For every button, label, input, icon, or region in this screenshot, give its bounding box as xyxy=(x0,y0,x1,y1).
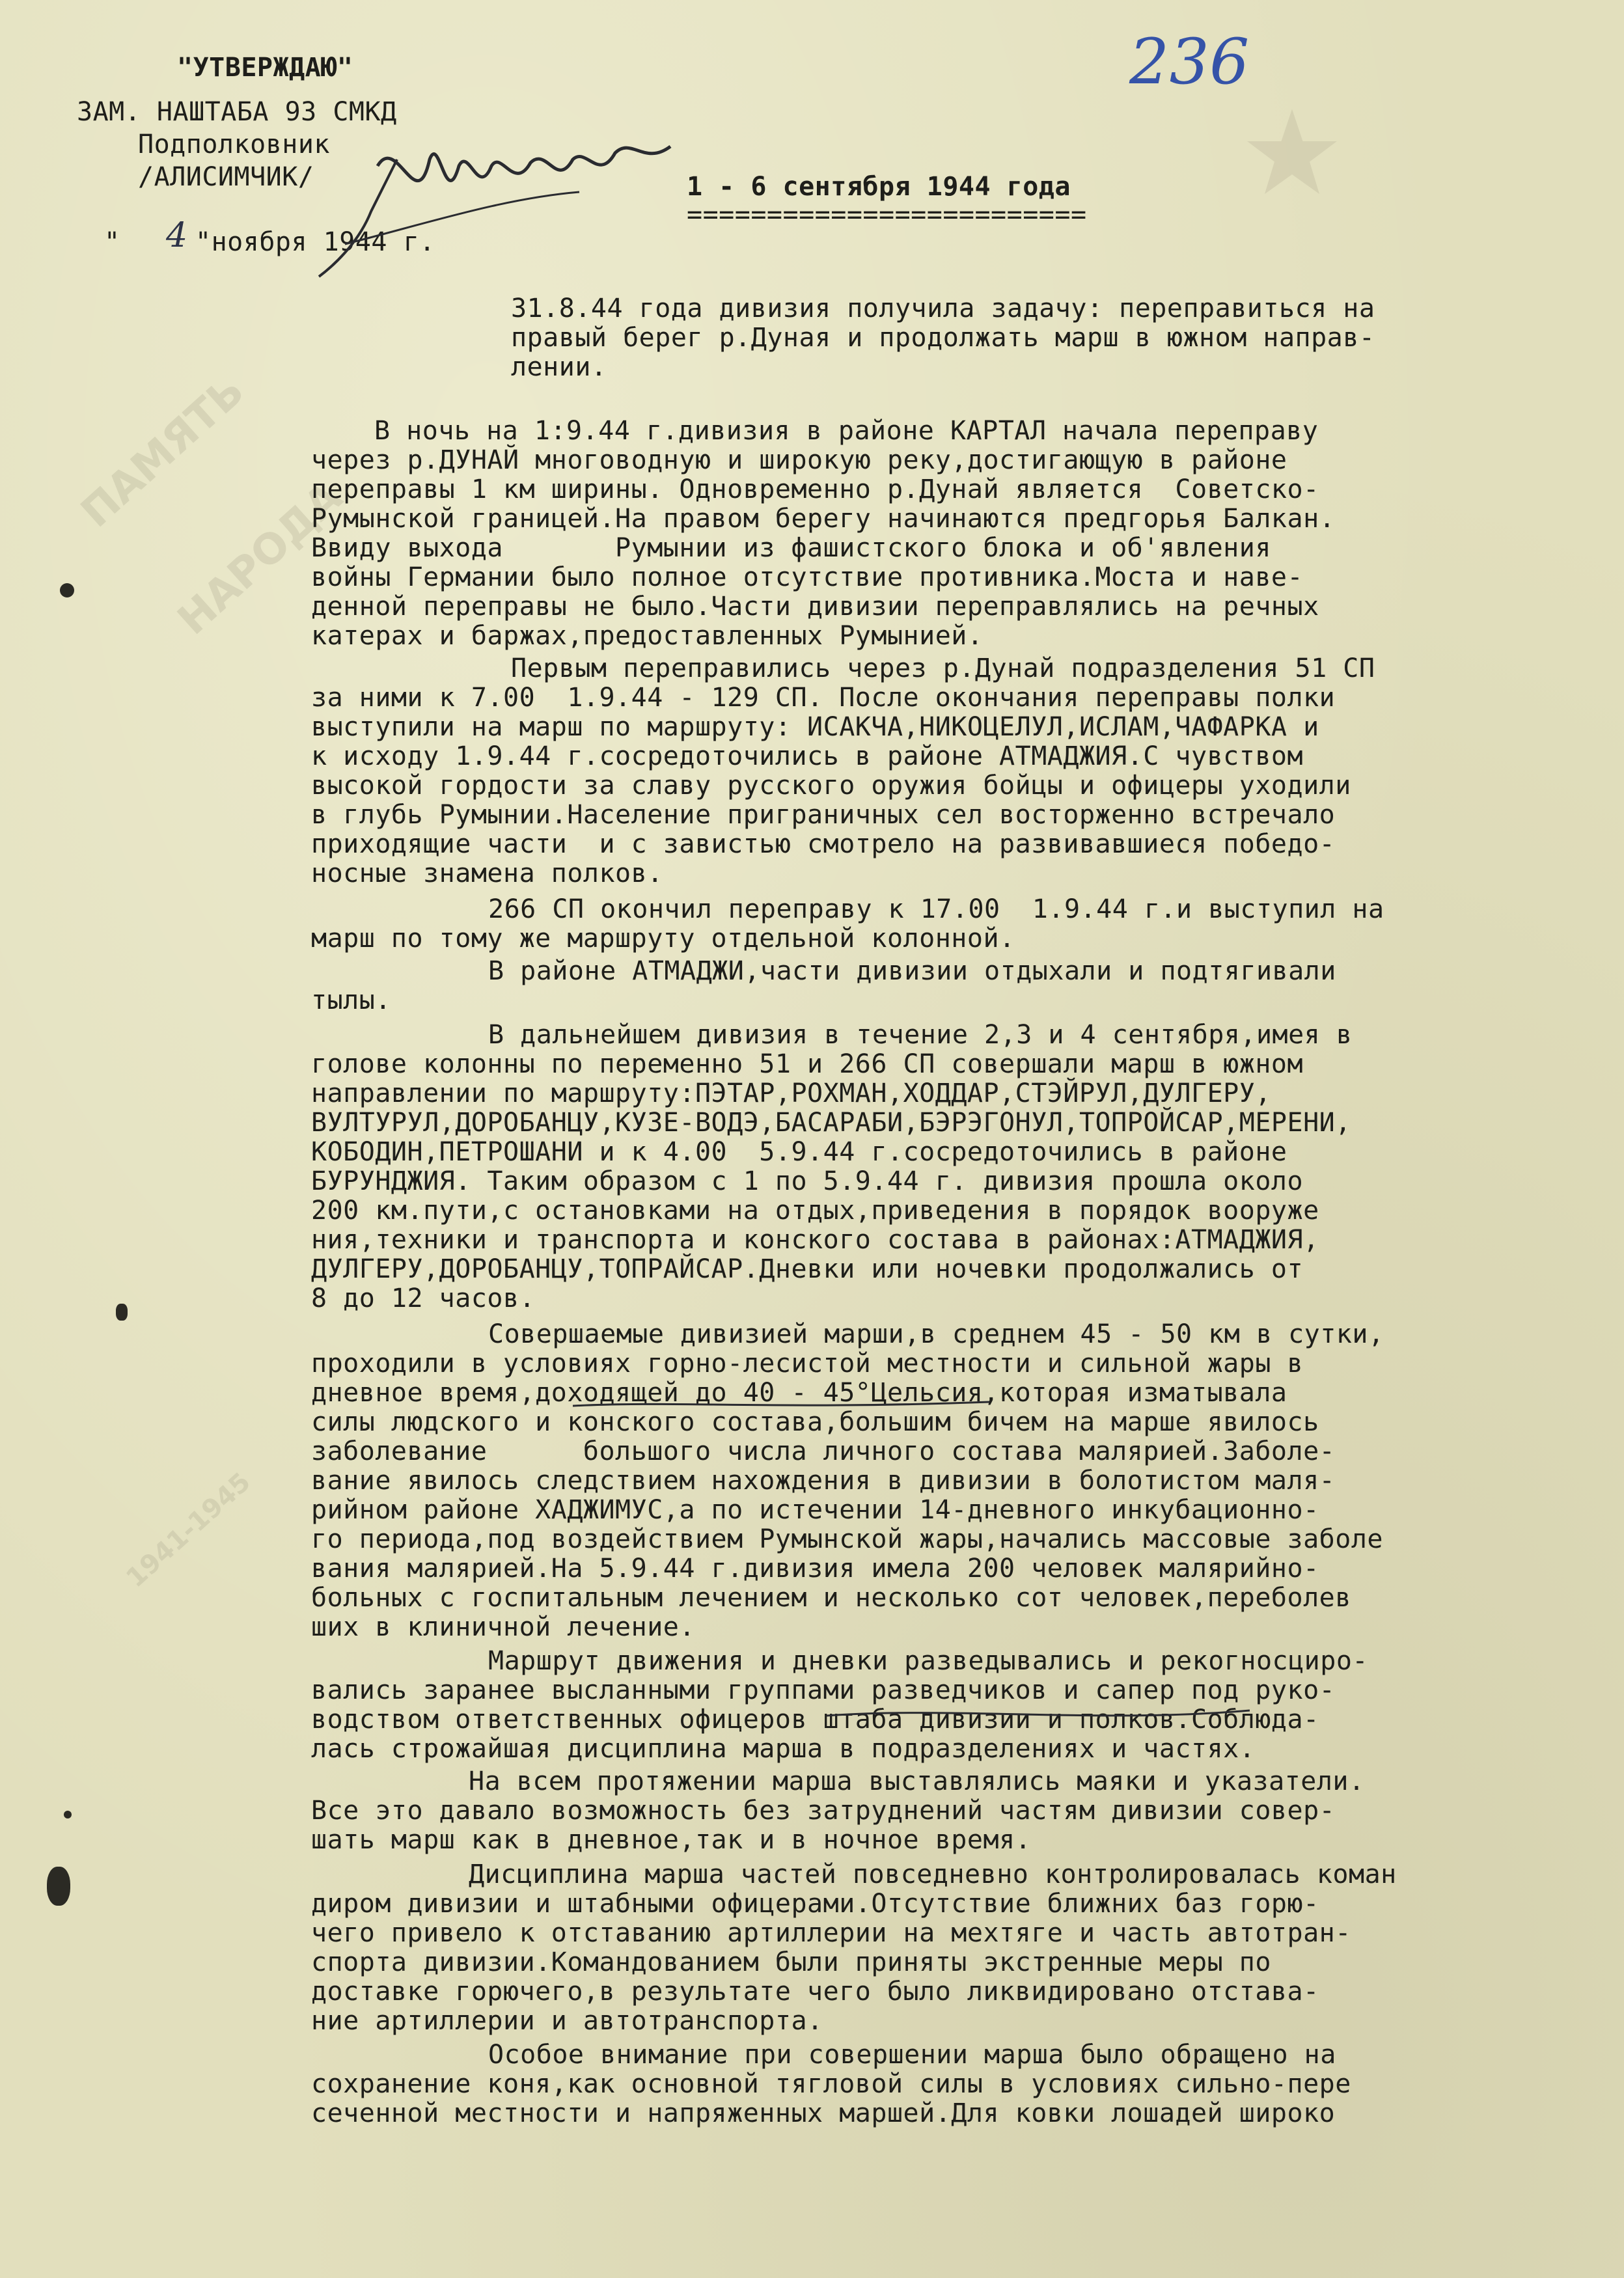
approver-position: ЗАМ. НАШТАБА 93 СМКД xyxy=(77,97,397,127)
body-line: вались заранее высланными группами разведчиков и сапер под руко- xyxy=(311,1675,1336,1705)
approver-name: /АЛИСИМЧИК/ xyxy=(138,162,314,192)
body-line: сохранение коня,как основной тягловой силы в условиях сильно-пере xyxy=(311,2069,1351,2099)
body-line: Дисциплина марша частей повседневно контролировалась коман xyxy=(469,1859,1397,1889)
body-line: лась строжайшая дисциплина марша в подразделениях и частях. xyxy=(311,1734,1256,1764)
pen-underline xyxy=(573,1398,989,1411)
body-line: диром дивизии и штабными офицерами.Отсутствие ближних баз горю- xyxy=(311,1889,1319,1919)
body-line: денной переправы не было.Части дивизии переправлялись на речных xyxy=(311,592,1319,622)
body-line: заболевание большого числа личного состава малярией.Заболе- xyxy=(311,1436,1336,1466)
body-line: чего привело к отставанию артиллерии на мехтяге и часть автотран- xyxy=(311,1918,1351,1948)
body-line: На всем протяжении марша выставлялись маяки и указатели. xyxy=(469,1766,1365,1796)
approver-rank: Подполковник xyxy=(138,130,330,159)
body-line: 31.8.44 года дивизия получила задачу: переправиться на xyxy=(511,294,1375,323)
body-line: БУРУНДЖИЯ. Таким образом с 1 по 5.9.44 г. дивизия прошла около xyxy=(311,1166,1304,1196)
period-title: 1 - 6 сентября 1944 года xyxy=(687,172,1071,202)
body-line: 8 до 12 часов. xyxy=(311,1283,536,1313)
period-underline: ========================= xyxy=(687,200,1087,230)
watermark-stamp-lower xyxy=(56,1395,321,1665)
body-line: правый берег р.Дуная и продолжать марш в южном направ- xyxy=(511,323,1375,353)
body-line: сеченной местности и напряженных маршей.Для ковки лошадей широко xyxy=(311,2098,1336,2128)
body-line: больных с госпитальным лечением и несколько сот человек,переболев xyxy=(311,1583,1351,1613)
body-line: проходили в условиях горно-лесистой местности и сильной жары в xyxy=(311,1349,1304,1379)
approval-date-day: 4 xyxy=(166,216,188,255)
approval-date: "ноября 1944 г. xyxy=(195,227,435,257)
binding-hole xyxy=(60,583,74,597)
body-line: ДУЛГЕРУ,ДОРОБАНЦУ,ТОПРАЙСАР.Дневки или ночевки продолжались от xyxy=(311,1254,1304,1284)
ink-spot xyxy=(64,1811,72,1818)
body-line: ния,техники и транспорта и конского состава в районах:АТМАДЖИЯ, xyxy=(311,1225,1319,1255)
binding-hole xyxy=(47,1867,70,1906)
body-line: го периода,под воздействием Румынской жары,начались массовые заболе xyxy=(311,1524,1383,1554)
body-line: силы людского и конского состава,большим бичем на марше явилось xyxy=(311,1407,1319,1437)
body-line: Все это давало возможность без затруднений частям дивизии совер- xyxy=(311,1796,1336,1826)
body-line: вание явилось следствием нахождения в дивизии в болотистом маля- xyxy=(311,1466,1336,1496)
body-line: высокой гордости за славу русского оружия бойцы и офицеры уходили xyxy=(311,771,1351,801)
body-line: в глубь Румынии.Население приграничных сел восторженно встречало xyxy=(311,800,1336,830)
star-emblem-icon xyxy=(1243,104,1341,202)
watermark-years: 1941-1945 xyxy=(120,1466,256,1594)
body-line: водством ответственных офицеров штаба дивизии и полков.Соблюда- xyxy=(311,1705,1319,1735)
body-line: КОБОДИН,ПЕТРОШАНИ и к 4.00 5.9.44 г.сосредоточились в районе xyxy=(311,1137,1287,1167)
body-line: В районе АТМАДЖИ,части дивизии отдыхали и подтягивали xyxy=(488,956,1336,986)
body-line: тылы. xyxy=(311,985,391,1015)
body-line: В дальнейшем дивизия в течение 2,3 и 4 сентября,имея в xyxy=(488,1020,1353,1050)
body-line: направлении по маршруту:ПЭТАР,РОХМАН,ХОДДАР,СТЭЙРУЛ,ДУЛГЕРУ, xyxy=(311,1078,1271,1108)
body-line: Совершаемые дивизией марши,в среднем 45 - 50 км в сутки, xyxy=(488,1319,1384,1349)
body-line: лении. xyxy=(511,352,607,382)
body-line: Ввиду выхода Румынии из фашистского блока и об'явления xyxy=(311,533,1271,563)
body-line: Маршрут движения и дневки разведывались и рекогносциро- xyxy=(488,1646,1369,1676)
watermark-line-2: НАРОДА xyxy=(169,473,352,645)
body-line: ние артиллерии и автотранспорта. xyxy=(311,2006,823,2036)
body-line: приходящие части и с завистью смотрело на развивавшиеся победо- xyxy=(311,829,1336,859)
body-line: марш по тому же маршруту отдельной колонной. xyxy=(311,924,1015,954)
body-line: Румынской границей.На правом берегу начинаются предгорья Балкан. xyxy=(311,504,1336,534)
body-line: спорта дивизии.Командованием были приняты экстренные меры по xyxy=(311,1947,1271,1977)
body-line: Первым переправились через р.Дунай подразделения 51 СП xyxy=(511,653,1375,683)
body-line: вания малярией.На 5.9.44 г.дивизия имела 200 человек малярийно- xyxy=(311,1554,1319,1584)
body-line: шать марш как в дневное,так и в ночное время. xyxy=(311,1825,1032,1855)
body-line: 266 СП окончил переправу к 17.00 1.9.44 г.и выступил на xyxy=(488,894,1384,924)
approval-date-quote: " xyxy=(104,227,120,257)
body-line: рийном районе ХАДЖИМУС,а по истечении 14-дневного инкубационно- xyxy=(311,1495,1319,1525)
body-line: дневное время,доходящей до 40 - 45°Цельсия,которая изматывала xyxy=(311,1378,1287,1408)
body-line: к исходу 1.9.44 г.сосредоточились в районе АТМАДЖИЯ.С чувством xyxy=(311,741,1304,771)
binding-hole xyxy=(116,1304,128,1321)
body-line: В ночь на 1:9.44 г.дивизия в районе КАРТАЛ начала переправу xyxy=(374,416,1319,446)
body-line: голове колонны по переменно 51 и 266 СП совершали марш в южном xyxy=(311,1049,1304,1079)
archive-page-number: 236 xyxy=(1129,25,1250,98)
signature xyxy=(306,120,709,296)
pen-underline xyxy=(827,1704,1250,1723)
body-line: Особое внимание при совершении марша было обращено на xyxy=(488,2040,1336,2070)
body-line: войны Германии было полное отсутствие противника.Моста и наве- xyxy=(311,562,1304,592)
approval-title: "УТВЕРЖДАЮ" xyxy=(177,53,353,83)
body-line: катерах и баржах,предоставленных Румынией. xyxy=(311,621,984,651)
watermark-line-1: ПАМЯТЬ xyxy=(72,366,254,538)
body-line: выступили на марш по маршруту: ИСАКЧА,НИКОЦЕЛУЛ,ИСЛАМ,ЧАФАРКА и xyxy=(311,712,1319,742)
body-line: носные знамена полков. xyxy=(311,858,663,888)
body-line: переправы 1 км ширины. Одновременно р.Дунай является Советско- xyxy=(311,474,1319,504)
body-line: через р.ДУНАЙ многоводную и широкую реку,достигающую в районе xyxy=(311,445,1287,475)
body-line: за ними к 7.00 1.9.44 - 129 СП. После окончания переправы полки xyxy=(311,683,1336,713)
body-line: 200 км.пути,с остановками на отдых,приведения в порядок вооруже xyxy=(311,1196,1319,1226)
body-line: ших в клиничной лечение. xyxy=(311,1612,695,1642)
body-line: ВУЛТУРУЛ,ДОРОБАНЦУ,КУЗЕ-ВОДЭ,БАСАРАБИ,БЭРЭГОНУЛ,ТОПРОЙСАР,МЕРЕНИ, xyxy=(311,1108,1351,1138)
body-line: доставке горючего,в результате чего было ликвидировано отстава- xyxy=(311,1977,1319,2007)
